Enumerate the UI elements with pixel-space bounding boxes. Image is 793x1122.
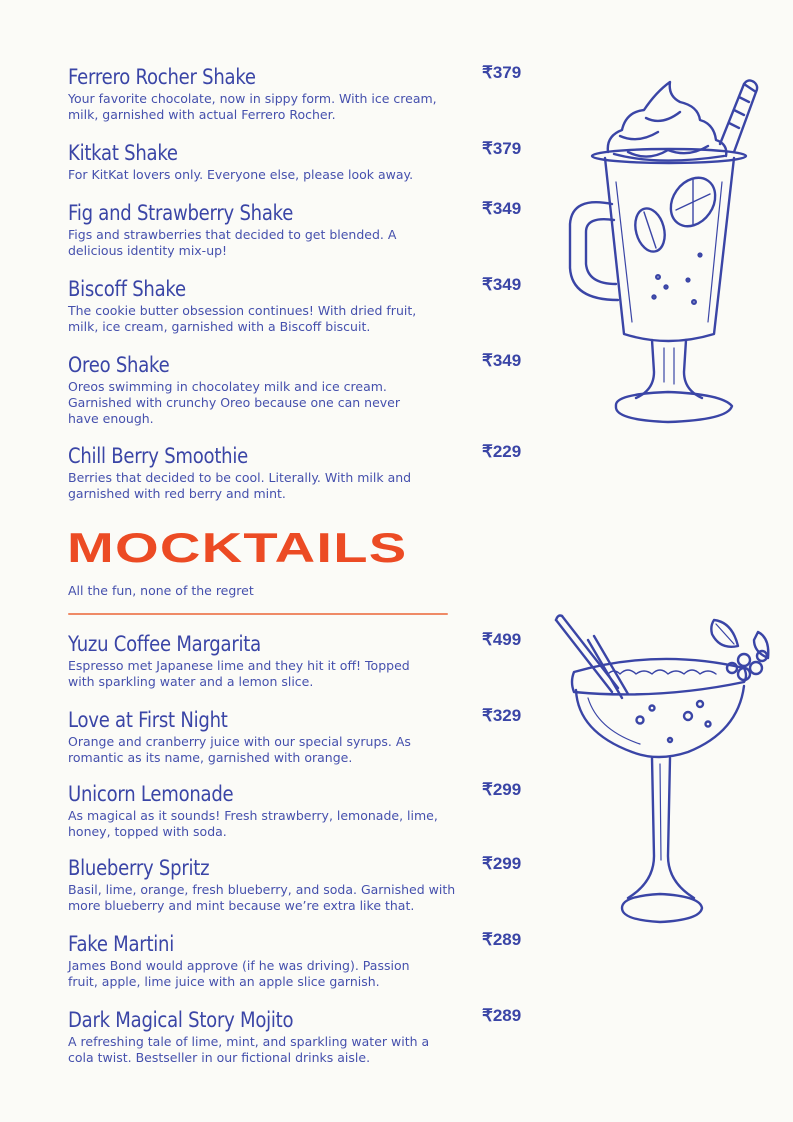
item-description: Orange and cranberry juice with our special syrups. As romantic as its name, garnished with orange. — [68, 734, 411, 765]
item-description: Figs and strawberries that decided to get blended. A delicious identity mix-up! — [68, 227, 397, 258]
item-name: Fig and Strawberry Shake — [68, 201, 294, 225]
section-divider — [68, 613, 448, 615]
item-description: Basil, lime, orange, fresh blueberry, and soda. Garnished with more blueberry and mint because we’re extra like that. — [68, 882, 456, 913]
item-description: The cookie butter obsession continues! With dried fruit, milk, ice cream, garnished with a Biscoff biscuit. — [68, 303, 417, 334]
shake-glass-icon — [558, 72, 763, 427]
item-description: As magical as it sounds! Fresh strawberry, lemonade, lime, honey, topped with soda. — [68, 808, 438, 839]
item-description: Berries that decided to be cool. Literally. With milk and garnished with red berry and mint. — [68, 470, 412, 501]
margarita-glass-icon — [548, 612, 780, 930]
item-description: Oreos swimming in chocolatey milk and ice cream. Garnished with crunchy Oreo because one can never have enough. — [68, 379, 400, 426]
item-price: ₹349 — [482, 199, 522, 218]
item-price: ₹299 — [482, 854, 522, 873]
item-price: ₹379 — [482, 63, 522, 82]
item-name: Fake Martini — [68, 932, 175, 956]
item-name: Oreo Shake — [68, 353, 170, 377]
item-price: ₹299 — [482, 780, 522, 799]
item-price: ₹289 — [482, 930, 522, 949]
item-price: ₹329 — [482, 706, 522, 725]
section-title: MOCKTAILS — [67, 524, 408, 571]
item-description: For KitKat lovers only. Everyone else, please look away. — [68, 167, 414, 182]
item-price: ₹349 — [482, 351, 522, 370]
item-name: Ferrero Rocher Shake — [68, 65, 256, 89]
item-name: Yuzu Coffee Margarita — [68, 632, 261, 656]
item-price: ₹229 — [482, 442, 522, 461]
item-name: Kitkat Shake — [68, 141, 178, 165]
item-price: ₹289 — [482, 1006, 522, 1025]
item-description: Your favorite chocolate, now in sippy form. With ice cream, milk, garnished with actual Ferrero Rocher. — [68, 91, 437, 122]
section-subtitle: All the fun, none of the regret — [68, 583, 254, 598]
item-name: Dark Magical Story Mojito — [68, 1008, 294, 1032]
item-name: Unicorn Lemonade — [68, 782, 234, 806]
item-name: Chill Berry Smoothie — [68, 444, 248, 468]
item-price: ₹379 — [482, 139, 522, 158]
item-name: Blueberry Spritz — [68, 856, 210, 880]
item-description: James Bond would approve (if he was driving). Passion fruit, apple, lime juice with an apple slice garnish. — [68, 958, 410, 989]
item-name: Love at First Night — [68, 708, 228, 732]
item-name: Biscoff Shake — [68, 277, 186, 301]
item-description: A refreshing tale of lime, mint, and sparkling water with a cola twist. Bestseller in our fictional drinks aisle. — [68, 1034, 430, 1065]
item-description: Espresso met Japanese lime and they hit it off! Topped with sparkling water and a lemon slice. — [68, 658, 410, 689]
item-price: ₹349 — [482, 275, 522, 294]
item-price: ₹499 — [482, 630, 522, 649]
